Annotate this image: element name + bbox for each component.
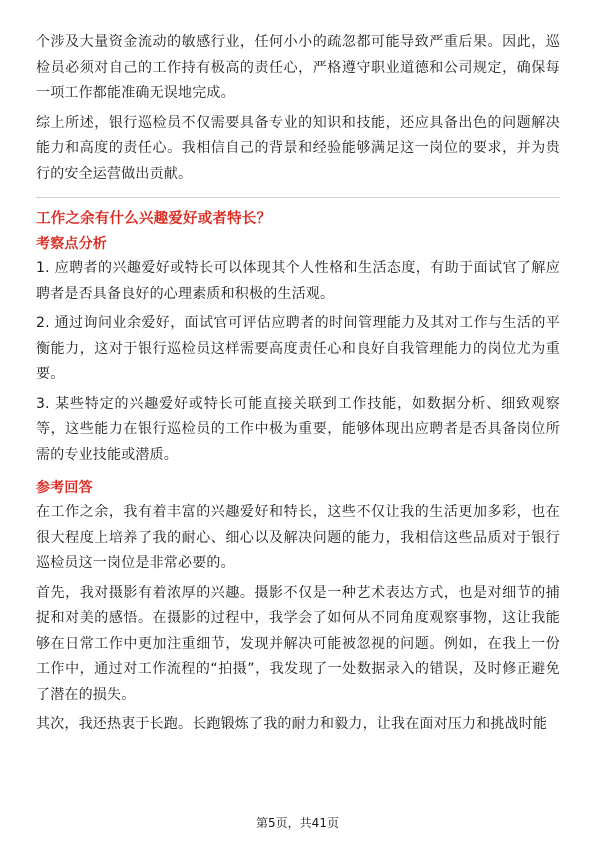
answer-paragraph-1: 在工作之余，我有着丰富的兴趣爱好和特长，这些不仅让我的生活更加多彩，也在很大程度上培养了我的耐心、细心以及解决问题的能力，我相信这些品质对于银行巡检员这一岗位是非常必要的。	[36, 504, 560, 571]
analysis-item-1: 1. 应聘者的兴趣爱好或特长可以体现其个人性格和生活态度，有助于面试官了解应聘者是否具备良好的心理素质和积极的生活观。	[36, 260, 560, 302]
answer-paragraph-3: 其次，我还热衷于长跑。长跑锻炼了我的耐力和毅力，让我在面对压力和挑战时能	[36, 716, 548, 732]
document-body	[36, 30, 560, 738]
intro-paragraph-2: 综上所述，银行巡检员不仅需要具备专业的知识和技能，还应具备出色的问题解决能力和高度的责任心。我相信自己的背景和经验能够满足这一岗位的要求，并为贵行的安全运营做出贡献。	[36, 114, 560, 182]
analysis-heading: 考察点分析	[36, 236, 107, 252]
answer-paragraph-2: 首先，我对摄影有着浓厚的兴趣。摄影不仅是一种艺术表达方式，也是对细节的捕捉和对美的感悟。在摄影的过程中，我学会了如何从不同角度观察事物，这让我能够在日常工作中更加注重细节，发现并解决可能被忽视的问题。例如，在我上一份工作中，通过对工作流程的“拍摄”，我发现了一处数据录入的错误，及时修正避免了潜在的损失。	[36, 584, 560, 703]
answer-heading: 参考回答	[36, 480, 93, 496]
analysis-item-2: 2. 通过询问业余爱好，面试官可评估应聘者的时间管理能力及其对工作与生活的平衡能力，这对于银行巡检员这样需要高度责任心和良好自我管理能力的岗位尤为重要。	[36, 315, 560, 382]
section-divider	[36, 197, 560, 198]
analysis-item-3: 3. 某些特定的兴趣爱好或特长可能直接关联到工作技能，如数据分析、细致观察等，这些能力在银行巡检员的工作中极为重要，能够体现出应聘者是否具备岗位所需的专业技能或潜质。	[36, 395, 560, 463]
question-title: 工作之余有什么兴趣爱好或者特长？	[36, 211, 272, 227]
page-number: 第5页，共41页	[256, 816, 339, 830]
intro-paragraph-1: 个涉及大量资金流动的敏感行业，任何小小的疏忽都可能导致严重后果。因此，巡检员必须对自己的工作持有极高的责任心，严格遵守职业道德和公司规定，确保每一项工作都能准确无误地完成。	[36, 34, 560, 101]
